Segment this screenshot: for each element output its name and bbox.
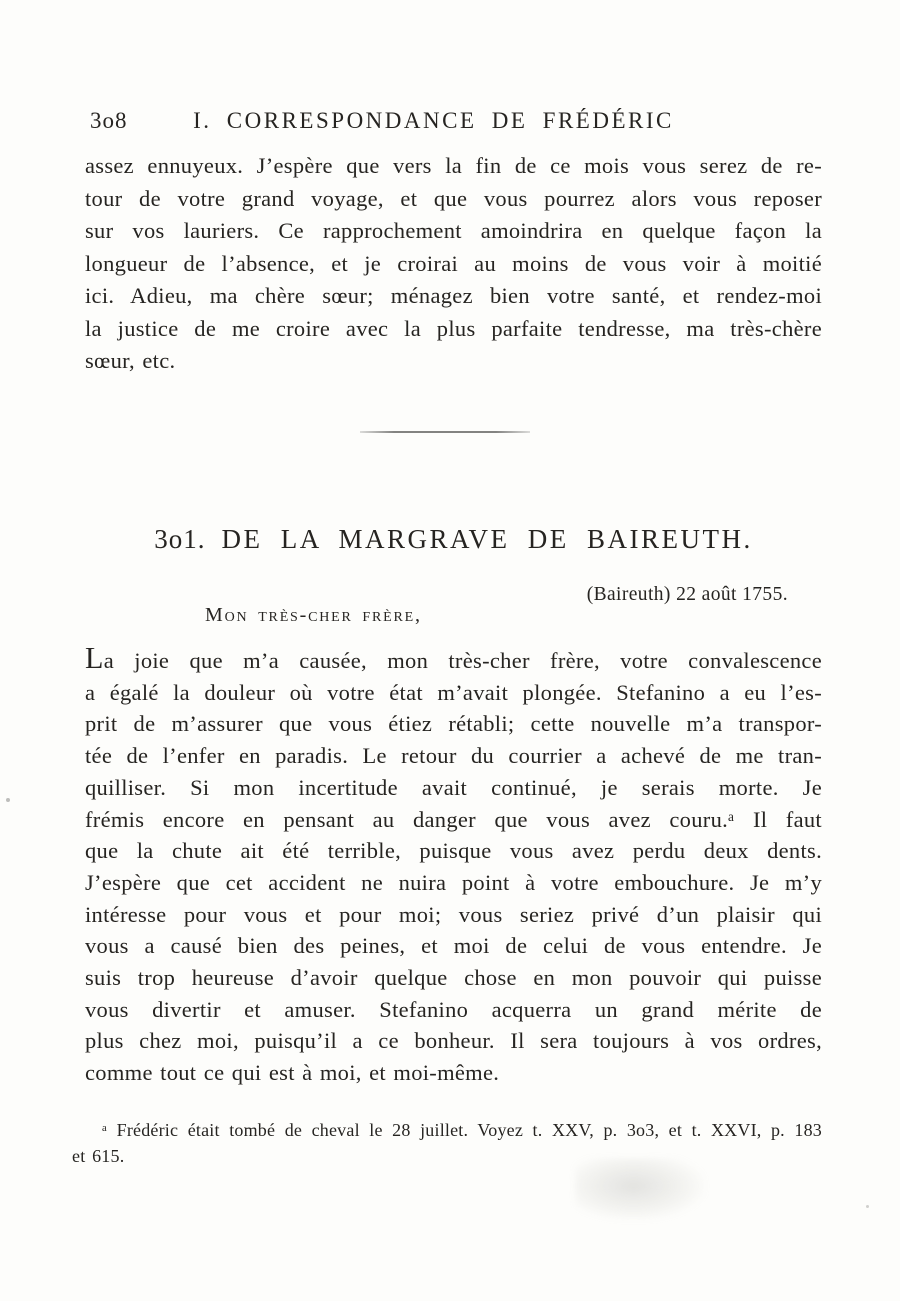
text-line: tée de l’enfer en paradis. Le retour du courrier a achevé de me tran- [85,743,822,769]
letter-number: 3o1. [154,524,206,554]
footnote-line: ᵃ Frédéric était tombé de cheval le 28 juillet. Voyez t. XXV, p. 3o3, et t. XXVI, p. 183 [102,1120,822,1140]
page-number: 3o8 [90,108,128,133]
text-line: quilliser. Si mon incertitude avait continué, je serais morte. Je [85,774,822,800]
text-line: vous divertir et amuser. Stefanino acquerra un grand mérite de [85,996,822,1022]
text-line: a égalé la douleur où votre état m’avait plongée. Stefanino a eu l’es- [85,679,822,705]
text-line: frémis encore en pensant au danger que vous avez couru.ᵃ Il faut [85,806,822,832]
dateline: (Baireuth) 22 août 1755. [586,584,788,605]
text-line: assez ennuyeux. J’espère que vers la fin de ce mois vous serez de re- [85,153,822,178]
text-line: longueur de l’absence, et je croirai au moins de vous voir à moitié [85,250,822,276]
footnote-line: et 615. [72,1146,125,1166]
scan-speck-artifact [866,1205,869,1208]
text-line: suis trop heureuse d’avoir quelque chose en mon pouvoir qui puisse [85,965,822,991]
text-line: intéresse pour vous et pour moi; vous seriez privé d’un plaisir qui [85,901,822,927]
text-line: plus chez moi, puisqu’il a ce bonheur. Il sera toujours à vos ordres, [85,1028,822,1054]
letter-301-heading [85,524,822,555]
text-line: comme tout ce qui est à moi, et moi-même. [85,1060,500,1086]
text-line: vous a causé bien des peines, et moi de celui de vous entendre. Je [85,933,822,959]
text-line: sœur, etc. [85,348,176,373]
text-line: tour de votre grand voyage, et que vous pourrez alors vous reposer [85,185,822,211]
scan-speck-artifact [6,798,10,802]
section-divider-rule [360,431,530,433]
salutation: Mon très-cher frère, [205,604,422,626]
text-line: La joie que m’a causée, mon très-cher frère, votre convalescence [85,641,822,675]
letter-title: DE LA MARGRAVE DE BAIREUTH. [221,524,753,554]
running-title: I. CORRESPONDANCE DE FRÉDÉRIC [193,108,674,133]
text-line: J’espère que cet accident ne nuira point à votre embouchure. Je m’y [85,869,822,895]
footnote [72,1117,822,1169]
text-line: ici. Adieu, ma chère sœur; ménagez bien votre santé, et rendez-moi [85,283,822,308]
text-line: sur vos lauriers. Ce rapprochement amoindrira en quelque façon la [85,218,822,243]
letter-301-body [85,643,822,1089]
letter-300-ending-paragraph [85,150,822,378]
text-line: que la chute ait été terrible, puisque vous avez perdu deux dents. [85,838,822,864]
text-line: prit de m’assurer que vous étiez rétabli; cette nouvelle m’a transpor- [85,711,822,737]
text-line: la justice de me croire avec la plus parfaite tendresse, ma très-chère [85,315,822,341]
